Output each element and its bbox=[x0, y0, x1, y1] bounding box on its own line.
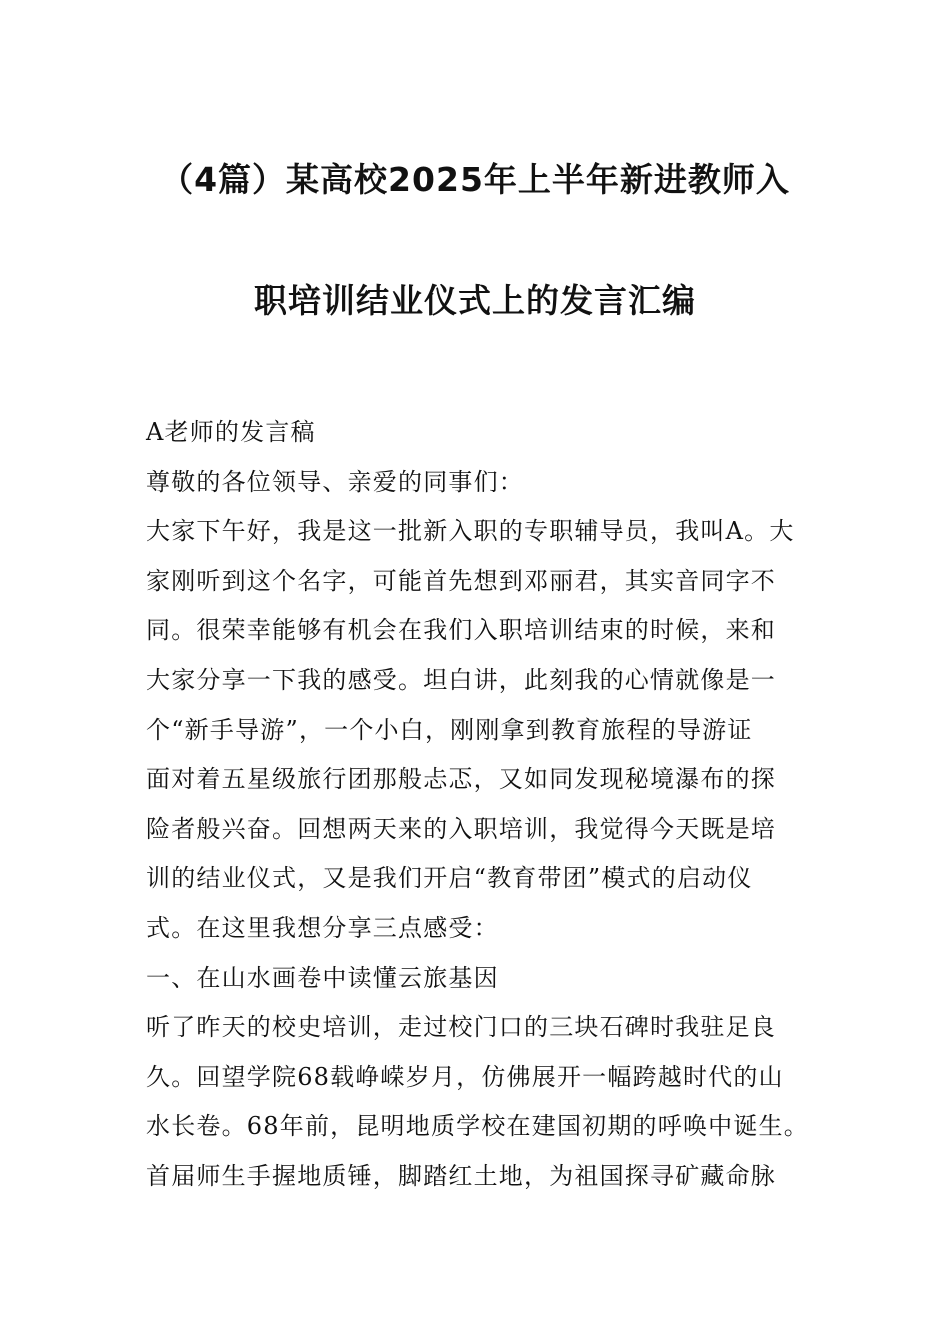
body-line: 式。在这里我想分享三点感受： bbox=[146, 913, 499, 942]
body-line: 险者般兴奋。回想两天来的入职培训，我觉得今天既是培 bbox=[146, 814, 776, 843]
section-heading: 一、在山水画卷中读懂云旅基因 bbox=[146, 963, 499, 992]
body-line: 听了昨天的校史培训，走过校门口的三块石碑时我驻足良 bbox=[146, 1013, 776, 1042]
body-line: 水长卷。68年前，昆明地质学校在建国初期的呼唤中诞生。 bbox=[146, 1112, 809, 1141]
body-line: 训的结业仪式，又是我们开启“教育带团”模式的启动仪 bbox=[146, 864, 753, 893]
body-line: 首届师生手握地质锤，脚踏红土地，为祖国探寻矿藏命脉 bbox=[146, 1161, 776, 1190]
body-line: 大家下午好，我是这一批新入职的专职辅导员，我叫A。大 bbox=[146, 517, 795, 546]
body-line: 久。回望学院68载峥嵘岁月，仿佛展开一幅跨越时代的山 bbox=[146, 1062, 784, 1091]
body-line: 同。很荣幸能够有机会在我们入职培训结束的时候，来和 bbox=[146, 616, 776, 645]
document-title-line-2: 职培训结业仪式上的发言汇编 bbox=[254, 281, 696, 320]
body-line: 面对着五星级旅行团那般忐忑，又如同发现秘境瀑布的探 bbox=[146, 765, 776, 794]
body-line: 个“新手导游”，一个小白，刚刚拿到教育旅程的导游证 bbox=[146, 715, 753, 744]
document-title-line-1: （4篇）某高校2025年上半年新进教师入 bbox=[160, 160, 790, 199]
body-line: 大家分享一下我的感受。坦白讲，此刻我的心情就像是一 bbox=[146, 665, 776, 694]
body-line: 家刚听到这个名字，可能首先想到邓丽君，其实音同字不 bbox=[146, 566, 776, 595]
speech-heading: A老师的发言稿 bbox=[146, 418, 316, 446]
salutation: 尊敬的各位领导、亲爱的同事们： bbox=[146, 467, 524, 496]
document-body bbox=[146, 408, 816, 1202]
